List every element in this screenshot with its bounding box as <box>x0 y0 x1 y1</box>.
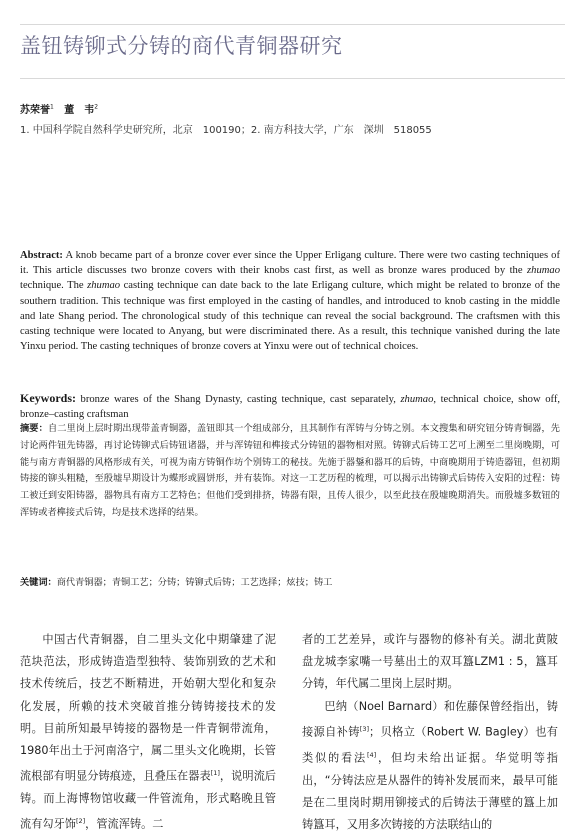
affiliation: 1. 中国科学院自然科学史研究所，北京 100190；2. 南方科技大学，广东 深圳 518055 <box>20 125 432 136</box>
abstract-cn-text: 自二里岗上层时期出现带盖青铜器，盖钮即其一个组成部分，且其制作有浑铸与分铸之别。本文搜集和研究钮分铸青铜器，先讨论两件钮先铸器，再讨论铸铆式后铸钮诸器，并与浑铸钮和榫接式分铸钮的器物相对照。铸铆式后铸工艺可上溯至二里岗晚期，可能与南方青铜器的风格形成有关，可视为南方铸铜作坊个别铸工的秘技。先施于器鋬和器耳的后铸，中商晚期用于铸造器钮，但初期铸接的铆头粗糙，至殷墟早期设计为蝶形或圆饼形，并有装饰。对这一工艺历程的梳理，可以揭示出铸铆式后铸传入安阳的过程：铸工被迁到安阳铸器，器物具有南方工艺特色；但他们受到排挤，铸器有限，且传人很少，以至此技在殷墟晚期消失。而殷墟多数钮的浑铸或者榫接式后铸，均是技术选择的结果。 <box>20 423 560 518</box>
body-paragraph <box>20 629 276 836</box>
body-paragraph <box>302 629 558 696</box>
citation: [3] <box>359 724 370 733</box>
body-text: ，但均未给出证据。华觉明等指出，“分铸法应是从器件的铸补发展而来，最早可能是在二里岗时期用铆接式的后铸法于薄壁的簋上加铸簋耳，又用多次铸接的方法联结山的 <box>302 751 558 832</box>
keywords-cn-text: 商代青铜器；青铜工艺；分铸；铸铆式后铸；工艺选择；炫技；铸工 <box>56 577 333 588</box>
citation: [1] <box>210 769 220 778</box>
keywords-label: Keywords: <box>20 391 76 405</box>
article-title: 盖钮铸铆式分铸的商代青铜器研究 <box>20 34 343 58</box>
abstract-text: A knob became part of a bronze cover ever since the Upper Erligang culture. There were two casting techniques of it. This article discusses two bronze covers with their knobs cast first, as well as bronze wares produced by the <box>20 250 560 277</box>
abstract-text: technique. The <box>20 280 88 292</box>
author-name: 苏荣誉 <box>20 105 50 116</box>
abstract-term: zhumao <box>527 265 560 277</box>
header-rule <box>20 24 565 25</box>
keywords-text: , technical choice, show off, bronze–casting craftsman <box>20 394 560 421</box>
keywords-text: bronze wares of the Shang Dynasty, casting technique, cast separately, <box>76 394 401 405</box>
body-text: 者的工艺差异，或许与器物的修补有关。湖北黄陂盘龙城李家嘴一号墓出土的双耳簋LZM1 : 5，簋耳分铸，年代属二里岗上层时期。 <box>302 633 558 691</box>
abstract-english <box>20 248 560 354</box>
body-paragraph <box>302 696 558 837</box>
abstract-chinese <box>20 421 560 522</box>
citation: [2] <box>75 817 86 826</box>
author-line <box>20 101 98 116</box>
body-text: 中国古代青铜器，自二里头文化中期肇建了泥范块范法，形成铸造造型独特、装饰别致的艺术和技术传统后，技艺不断精进，开始朝大型化和复杂化发展，所赖的技术突破首推分铸铸接技术的发明。目前所知最早铸接的器物是一件青铜带流角，1980年出土于河南洛宁，属二里头文化晚期，长管流根部有明显分铸痕迹，且叠压在器表 <box>20 633 276 783</box>
keywords-term: zhumao <box>400 394 434 405</box>
abstract-label: Abstract: <box>20 250 63 261</box>
keywords-chinese <box>20 575 560 592</box>
body-column-right <box>302 629 558 836</box>
keywords-english <box>20 391 560 422</box>
body-column-left <box>20 629 276 836</box>
abstract-term: zhumao <box>87 280 121 292</box>
author-affil-mark: 1 <box>50 103 54 111</box>
keywords-cn-label: 关键词： <box>20 577 57 588</box>
author-name: 董 韦 <box>64 105 95 116</box>
citation: [4] <box>366 750 377 759</box>
abstract-text: casting technique can date back to the late Erligang culture, which might be related to bronze of the southern tradition. This technique was first employed in the casting of handles, and introduced to knob casting in the middle and late Shang period. The chronological study of this technique can reveal the social background. The craftsmen with this casting technique were located to Anyang, but were discriminated there. As a result, this technique vanished during the late Yinxu period. The casting techniques of bronze covers at Yinxu were out of technical choices. <box>20 280 560 353</box>
title-rule <box>20 78 565 79</box>
body-text: 巴纳（Noel Barnard）和佐藤保曾经指出，铸接源自补铸 <box>302 699 558 739</box>
body-text: ，说明流后铸。而上海博物馆收藏一件管流角，形式略晚且管流有勾牙饰 <box>20 769 276 832</box>
body-text: ，管流浑铸。二 <box>85 818 164 832</box>
abstract-cn-label: 摘要： <box>20 423 48 434</box>
author-affil-mark: 2 <box>94 103 99 111</box>
body-text: ；贝格立（Robert W. Bagley）也有类似的看法 <box>302 725 558 765</box>
